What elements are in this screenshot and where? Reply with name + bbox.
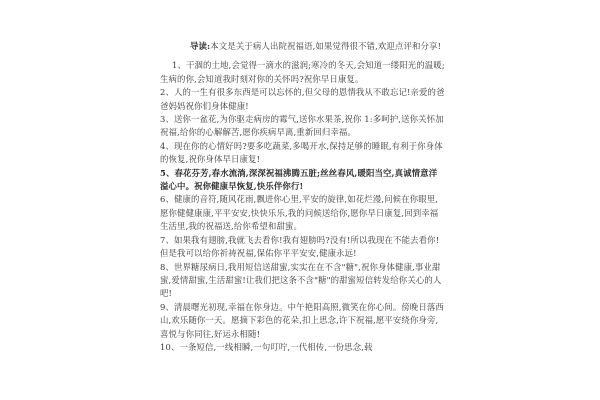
- intro-lead: 导读:: [190, 41, 211, 51]
- list-item: 2、人的一生有很多东西是可以忘怀的,但父母的恩情我从不敢忘记!亲爱的爸爸妈妈祝你们身体健康!: [160, 87, 445, 111]
- list-item: 6、健康的音符,随风花雨,飘进你心里,平安的旋律,如花烂漫,问候在你眼里,愿你健健康康,平平安安,快快乐乐,我的问候送给你,愿你早日康复,回到幸福生活里,我的祝福送,给你希望和甜蜜。: [160, 194, 439, 232]
- document-page: [160, 40, 445, 400]
- list-item: 1、干涸的土地,会觉得一滴水的滋润;寒冷的冬天,会知道一缕阳光的温暖;生病的你,会知道我时刻对你的关怀吗?祝你早日康复。: [160, 60, 445, 84]
- list-item: 5、春花芬芳,春水流淌,深深祝福沸腾五脏;丝丝春风,暖阳当空,真诚情意洋溢心中。祝你健康早恢复,快乐伴你行!: [160, 167, 438, 192]
- list-item: 9、清晨曙光初现,幸福在你身边。中午艳阳高照,微笑在你心间。傍晚日落西山,欢乐随你一天。愿摘下彩色的花朵,扣上思念,许下祝福,愿平安绕你身旁,喜悦与你同往,好运永相随!: [160, 301, 444, 339]
- list-item: 10、一条短信,一线相瞬,一句叮咛,一代相传,一份思念,载: [160, 341, 373, 352]
- list-item: 3、送你一盆花,为你驱走病房的霉气,送你水果茶,祝你 1:多呵护,送你关怀加祝福,给你的心解解苦,愿你疾病早离,重新回归幸福。: [160, 114, 444, 138]
- intro-text: 本文是关于病人出院祝福语,如果觉得很不错,欢迎点评和分享!: [210, 41, 442, 51]
- intro-paragraph: [160, 40, 445, 53]
- list-item: 7、如果我有翅膀,我就飞去看你!我有翅膀吗?没有!所以我现在不能去看你!但是我可以给你祈祷祝福,保佑你平平安安,健康永远!: [160, 234, 440, 259]
- list-item: 8、世界糖尿病日,我用短信送甜蜜,实实在在不含"糖",祝你身体健康,事业甜蜜,爱情甜蜜,生活甜蜜!让我们把这条不含"糖"的甜蜜短信转发给你关心的人吧!: [160, 261, 442, 299]
- list-item: 4、现在你的心情好吗?要多吃蔬菜,多喝开水,保持足够的睡眠,有利于你身体的恢复,祝你身体早日康复!: [160, 140, 443, 165]
